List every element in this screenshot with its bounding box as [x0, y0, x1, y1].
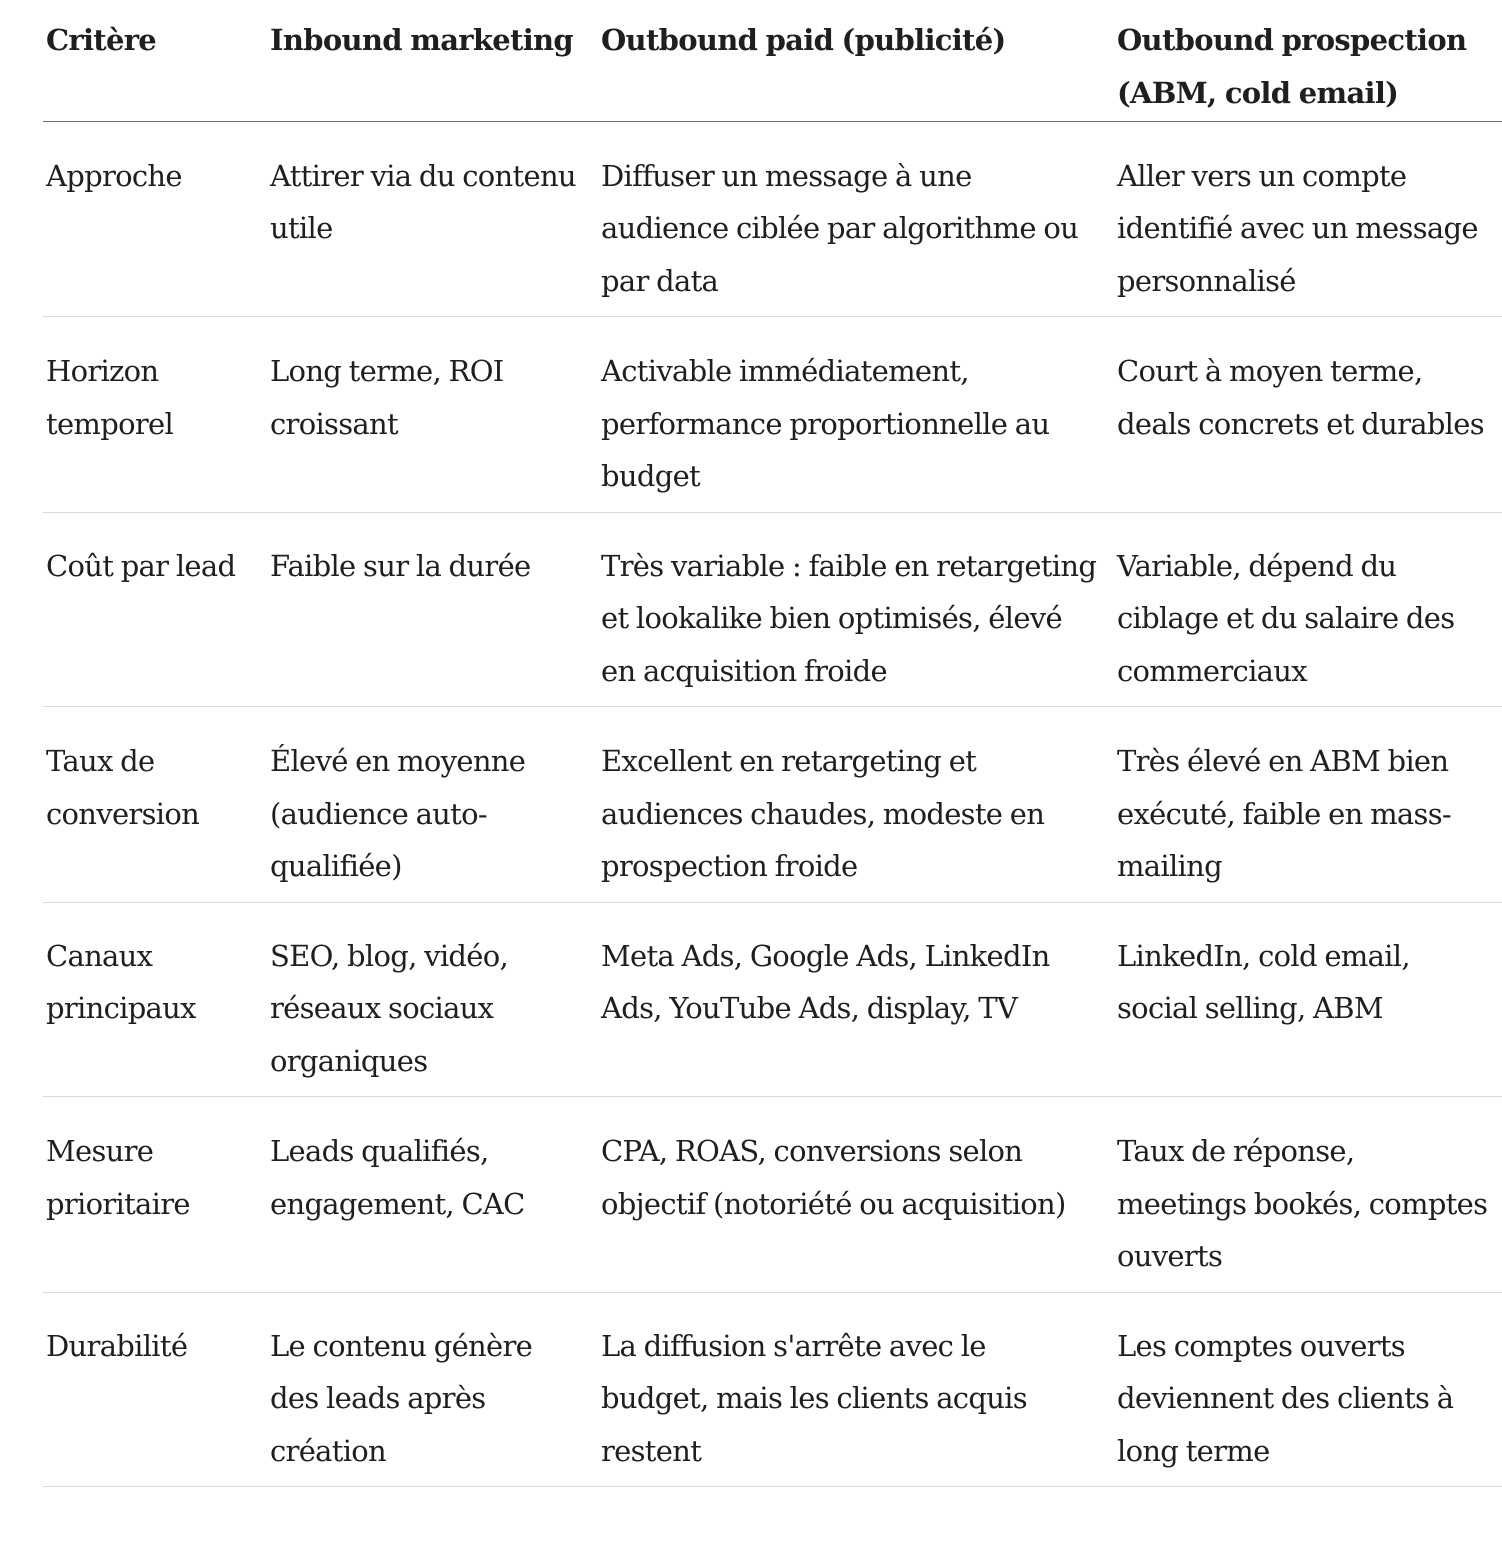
table-row: [43, 512, 1502, 707]
header-criterion: Critère: [43, 0, 267, 121]
criterion-cell: Durabilité: [43, 1292, 267, 1487]
criterion-cell: Horizon temporel: [43, 317, 267, 513]
header-inbound: Inbound marketing: [267, 0, 598, 121]
header-row: [43, 0, 1502, 121]
outbound-prospection-cell: Taux de réponse, meetings bookés, comptes ouverts: [1114, 1097, 1502, 1293]
inbound-cell: Leads qualifiés, engagement, CAC: [267, 1097, 598, 1293]
table-row: [43, 1292, 1502, 1487]
outbound-prospection-cell: LinkedIn, cold email, social selling, ABM: [1114, 902, 1502, 1097]
comparison-table: [43, 0, 1502, 1487]
inbound-cell: Long terme, ROI croissant: [267, 317, 598, 513]
table-row: [43, 1097, 1502, 1293]
inbound-cell: SEO, blog, vidéo, réseaux sociaux organiques: [267, 902, 598, 1097]
outbound-paid-cell: La diffusion s'arrête avec le budget, mais les clients acquis restent: [598, 1292, 1114, 1487]
inbound-cell: Le contenu génère des leads après création: [267, 1292, 598, 1487]
header-outbound-paid: Outbound paid (publicité): [598, 0, 1114, 121]
table-row: [43, 902, 1502, 1097]
outbound-prospection-cell: Les comptes ouverts deviennent des clients à long terme: [1114, 1292, 1502, 1487]
criterion-cell: Taux de conversion: [43, 707, 267, 903]
criterion-cell: Canaux principaux: [43, 902, 267, 1097]
inbound-cell: Faible sur la durée: [267, 512, 598, 707]
comparison-table-container: [43, 0, 1502, 1487]
table-body: [43, 121, 1502, 1487]
outbound-prospection-cell: Aller vers un compte identifié avec un message personnalisé: [1114, 121, 1502, 317]
table-row: [43, 317, 1502, 513]
outbound-prospection-cell: Court à moyen terme, deals concrets et durables: [1114, 317, 1502, 513]
criterion-cell: Coût par lead: [43, 512, 267, 707]
inbound-cell: Attirer via du contenu utile: [267, 121, 598, 317]
outbound-paid-cell: Très variable : faible en retargeting et lookalike bien optimisés, élevé en acquisition froide: [598, 512, 1114, 707]
criterion-cell: Mesure prioritaire: [43, 1097, 267, 1293]
table-row: [43, 707, 1502, 903]
outbound-paid-cell: Activable immédiatement, performance proportionnelle au budget: [598, 317, 1114, 513]
inbound-cell: Élevé en moyenne (audience auto-qualifiée): [267, 707, 598, 903]
outbound-paid-cell: Diffuser un message à une audience ciblée par algorithme ou par data: [598, 121, 1114, 317]
outbound-prospection-cell: Très élevé en ABM bien exécuté, faible en mass-mailing: [1114, 707, 1502, 903]
header-outbound-prospection: Outbound prospection (ABM, cold email): [1114, 0, 1502, 121]
table-row: [43, 121, 1502, 317]
criterion-cell: Approche: [43, 121, 267, 317]
outbound-paid-cell: CPA, ROAS, conversions selon objectif (notoriété ou acquisition): [598, 1097, 1114, 1293]
outbound-paid-cell: Excellent en retargeting et audiences chaudes, modeste en prospection froide: [598, 707, 1114, 903]
outbound-paid-cell: Meta Ads, Google Ads, LinkedIn Ads, YouTube Ads, display, TV: [598, 902, 1114, 1097]
outbound-prospection-cell: Variable, dépend du ciblage et du salaire des commerciaux: [1114, 512, 1502, 707]
table-header: [43, 0, 1502, 121]
